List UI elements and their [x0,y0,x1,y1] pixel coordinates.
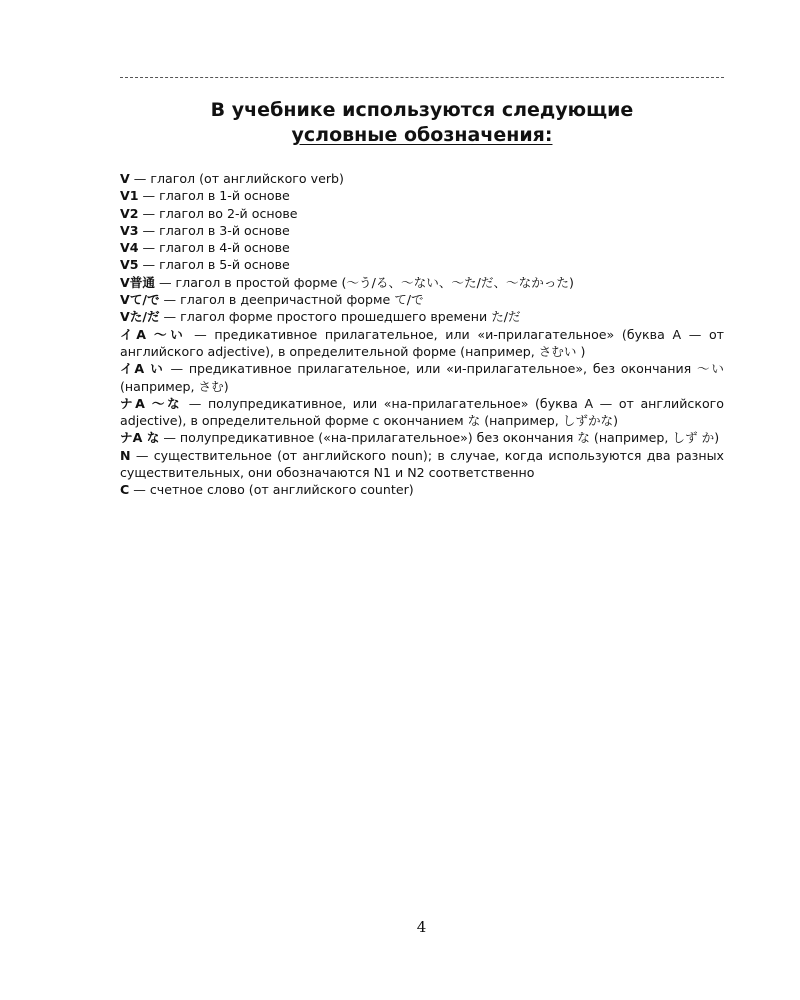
page-title [120,98,724,148]
legend-description: — счетное слово (от английского counter) [129,482,414,498]
title-line-1: В учебнике используются следующие [210,99,634,121]
legend-symbol: ナA な [120,430,160,446]
legend-symbol: イA い [120,361,165,377]
legend-description: — предикативное прилагательное, или «и-прилагательное», без окончания 〜い (например, さむ) [120,361,724,394]
legend-description: — глагол во 2-й основе [138,205,298,221]
legend-entry-v-te [120,291,724,308]
legend-symbol: Vた/だ [120,309,160,325]
legend-description: — полупредикативное, или «на-прилагательное» (буква А — от английского adjective), в определительной форме с окончанием な (например, しずかな) [120,395,724,429]
legend-symbol: N [120,447,131,463]
legend-description: — предикативное прилагательное, или «и-прилагательное» (буква А — от английского adjective), в определительной форме (например, さむい ) [120,326,724,359]
legend-entry-na-adj-full [120,395,724,430]
legend-symbol: V4 [120,240,139,256]
top-dashed-divider [120,77,724,78]
legend-symbol: V2 [120,205,139,221]
legend-entry-v-plain [120,274,724,291]
legend-symbol: イA 〜い [120,326,187,342]
legend-entry-v4 [120,239,724,256]
legend-entry-counter [120,481,724,498]
legend-description: — глагол в 1-й основе [138,188,290,204]
legend-symbol: C [120,482,130,498]
legend-description: — глагол в простой форме (〜う/る、〜ない、〜た/だ、〜なかった) [154,274,574,290]
legend-entry-v1 [120,187,724,204]
legend-symbol: Vて/で [120,292,160,308]
legend-description: — полупредикативное («на-прилагательное») без окончания な (например, しず か) [159,430,720,446]
legend-entry-v5 [120,256,724,273]
legend-description: — глагол (от английского verb) [129,171,344,186]
legend-symbol: V普通 [120,274,155,290]
page-number: 4 [416,918,427,936]
legend-description: — глагол в деепричастной форме て/で [159,292,424,308]
legend-entry-na-adj-stem [120,429,724,446]
legend-entry-i-adj-stem [120,360,724,395]
legend-symbol: ナA 〜な [120,395,183,411]
title-line-2: условные обозначения: [291,124,553,146]
legend-symbol: V1 [120,188,139,204]
legend-entry-v [120,170,724,187]
notation-legend [120,170,724,499]
legend-description: — глагол в 3-й основе [138,222,290,238]
legend-description: — существительное (от английского noun); в случае, когда используются два разных существительных, они обозначаются N1 и N2 соответственно [120,447,724,481]
legend-entry-v3 [120,222,724,239]
legend-symbol: V5 [120,257,139,273]
legend-entry-noun [120,447,724,482]
legend-entry-v2 [120,205,724,222]
legend-symbol: V3 [120,222,139,238]
legend-description: — глагол в 4-й основе [138,240,290,256]
legend-symbol: V [120,171,130,186]
legend-entry-i-adj-full [120,326,724,361]
legend-description: — глагол в 5-й основе [138,257,290,273]
legend-description: — глагол форме простого прошедшего времени た/だ [159,309,521,325]
legend-entry-v-ta [120,308,724,325]
